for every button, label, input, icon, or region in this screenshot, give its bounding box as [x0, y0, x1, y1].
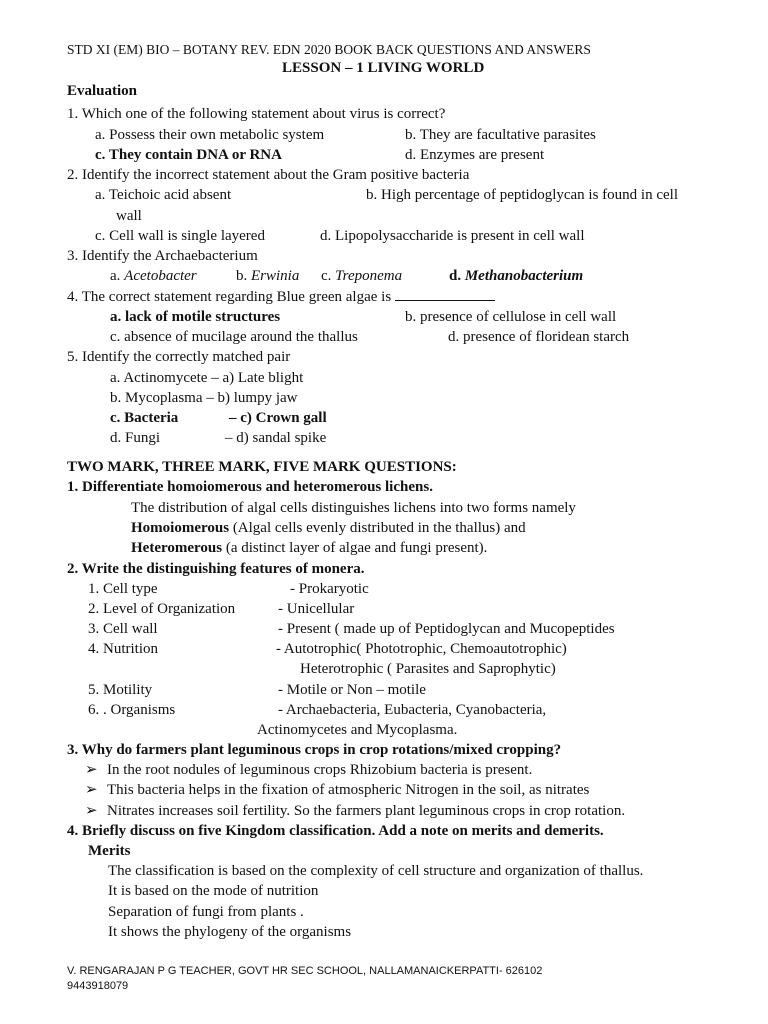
- homoiomerous-term: Homoiomerous: [131, 520, 230, 536]
- eval-q4-option-a-answer: a. lack of motile structures: [110, 309, 281, 325]
- merit-item: It shows the phylogeny of the organisms: [108, 924, 352, 940]
- eval-q5-option-a: a. Actinomycete – a) Late blight: [110, 370, 304, 386]
- monera-row-value: - Present ( made up of Peptidoglycan and Mucopeptides: [278, 621, 615, 637]
- eval-q3-option-a: [110, 267, 197, 286]
- eval-q2-option-a: a. Teichoic acid absent: [95, 187, 232, 203]
- monera-row-label: 6. . Organisms: [88, 702, 176, 718]
- arrow-bullet-icon: ➢: [85, 762, 98, 778]
- monera-row-label: 3. Cell wall: [88, 621, 158, 637]
- eval-q3-option-d-label: d.: [449, 268, 462, 284]
- eval-q1-option-b: b. They are facultative parasites: [405, 127, 596, 143]
- eval-q2-text: 2. Identify the incorrect statement about the Gram positive bacteria: [67, 167, 470, 183]
- monera-row-label: 1. Cell type: [88, 581, 158, 597]
- eval-q3-option-c-text: Treponema: [335, 268, 403, 284]
- eval-q3-option-a-label: a.: [110, 268, 121, 284]
- merit-item: It is based on the mode of nutrition: [108, 883, 319, 899]
- eval-q1-option-a: a. Possess their own metabolic system: [95, 127, 325, 143]
- homoiomerous-desc: (Algal cells evenly distributed in the thallus) and: [229, 520, 526, 536]
- eval-q1-text: 1. Which one of the following statement about virus is correct?: [67, 106, 446, 122]
- merits-heading: Merits: [88, 843, 131, 859]
- eval-q3-option-d-answer: [449, 267, 583, 286]
- eval-q3-option-c-label: c.: [321, 268, 332, 284]
- s2-q4-title: 4. Briefly discuss on five Kingdom classification. Add a note on merits and demerits.: [67, 823, 604, 839]
- monera-row-label: 5. Motility: [88, 682, 153, 698]
- list-item: [85, 802, 625, 821]
- eval-q4-text: [67, 288, 495, 307]
- list-item-text: In the root nodules of leguminous crops Rhizobium bacteria is present.: [107, 762, 533, 778]
- eval-q3-option-a-text: Acetobacter: [124, 268, 197, 284]
- evaluation-heading: Evaluation: [67, 83, 138, 99]
- footer-phone: 9443918079: [67, 980, 129, 992]
- eval-q3-option-b-label: b.: [236, 268, 248, 284]
- eval-q3-text: 3. Identify the Archaebacterium: [67, 248, 258, 264]
- section-heading: TWO MARK, THREE MARK, FIVE MARK QUESTIONS:: [67, 459, 457, 475]
- eval-q4-text-label: 4. The correct statement regarding Blue green algae is: [67, 289, 392, 305]
- s2-q2-title: 2. Write the distinguishing features of monera.: [67, 561, 365, 577]
- arrow-bullet-icon: ➢: [85, 782, 98, 798]
- s2-q1-line1: The distribution of algal cells distinguishes lichens into two forms namely: [131, 500, 576, 516]
- eval-q1-option-d: d. Enzymes are present: [405, 147, 545, 163]
- eval-q3-option-b: [236, 267, 299, 286]
- list-item-text: This bacteria helps in the fixation of atmospheric Nitrogen in the soil, as nitrates: [107, 782, 590, 798]
- monera-row-value: - Archaebacteria, Eubacteria, Cyanobacteria,: [278, 702, 547, 718]
- eval-q2-option-b: b. High percentage of peptidoglycan is found in cell: [366, 187, 678, 203]
- merit-item: The classification is based on the complexity of cell structure and organization of thallus.: [108, 863, 644, 879]
- monera-row-value: - Autotrophic( Phototrophic, Chemoautotrophic): [276, 641, 567, 657]
- document-header: STD XI (EM) BIO – BOTANY REV. EDN 2020 BOOK BACK QUESTIONS AND ANSWERS: [67, 42, 591, 57]
- eval-q4-option-d: d. presence of floridean starch: [448, 329, 630, 345]
- monera-row-label: 2. Level of Organization: [88, 601, 236, 617]
- list-item-text: Nitrates increases soil fertility. So the farmers plant leguminous crops in crop rotation.: [107, 803, 626, 819]
- monera-row-value: - Prokaryotic: [290, 581, 369, 597]
- s2-q3-title: 3. Why do farmers plant leguminous crops in crop rotations/mixed cropping?: [67, 742, 562, 758]
- s2-q1-heteromerous: [131, 539, 487, 558]
- eval-q5-option-c-left: c. Bacteria: [110, 410, 179, 426]
- eval-q2-option-b-continued: wall: [116, 208, 142, 224]
- monera-row-value: - Motile or Non – motile: [278, 682, 426, 698]
- s2-q1-homoiomerous: [131, 519, 526, 538]
- eval-q5-option-d-right: – d) sandal spike: [225, 430, 327, 446]
- lesson-title: LESSON – 1 LIVING WORLD: [282, 60, 485, 76]
- s2-q1-title: 1. Differentiate homoiomerous and heteromerous lichens.: [67, 479, 433, 495]
- monera-row-value-continued: Heterotrophic ( Parasites and Saprophytic): [300, 661, 556, 677]
- eval-q4-option-b: b. presence of cellulose in cell wall: [405, 309, 617, 325]
- eval-q5-option-b: b. Mycoplasma – b) lumpy jaw: [110, 390, 298, 406]
- footer-author: V. RENGARAJAN P G TEACHER, GOVT HR SEC SCHOOL, NALLAMANAICKERPATTI- 626102: [67, 965, 543, 977]
- heteromerous-desc: (a distinct layer of algae and fungi present).: [222, 540, 488, 556]
- eval-q1-option-c-answer: c. They contain DNA or RNA: [95, 147, 282, 163]
- arrow-bullet-icon: ➢: [85, 803, 98, 819]
- eval-q3-option-c: [321, 267, 402, 286]
- monera-row-value-continued: Actinomycetes and Mycoplasma.: [257, 722, 458, 738]
- eval-q5-option-c-right: – c) Crown gall: [229, 410, 327, 426]
- eval-q2-option-d: d. Lipopolysaccharide is present in cell wall: [320, 228, 585, 244]
- eval-q3-option-d-text: Methanobacterium: [464, 268, 584, 284]
- eval-q3-option-b-text: Erwinia: [251, 268, 300, 284]
- heteromerous-term: Heteromerous: [131, 540, 223, 556]
- eval-q5-option-d-left: d. Fungi: [110, 430, 161, 446]
- monera-row-label: 4. Nutrition: [88, 641, 158, 657]
- eval-q5-text: 5. Identify the correctly matched pair: [67, 349, 291, 365]
- eval-q4-option-c: c. absence of mucilage around the thallus: [110, 329, 358, 345]
- list-item: [85, 781, 589, 800]
- monera-row-value: - Unicellular: [278, 601, 355, 617]
- eval-q2-option-c: c. Cell wall is single layered: [95, 228, 265, 244]
- list-item: [85, 761, 532, 780]
- answer-blank: [395, 288, 495, 301]
- merit-item: Separation of fungi from plants .: [108, 904, 304, 920]
